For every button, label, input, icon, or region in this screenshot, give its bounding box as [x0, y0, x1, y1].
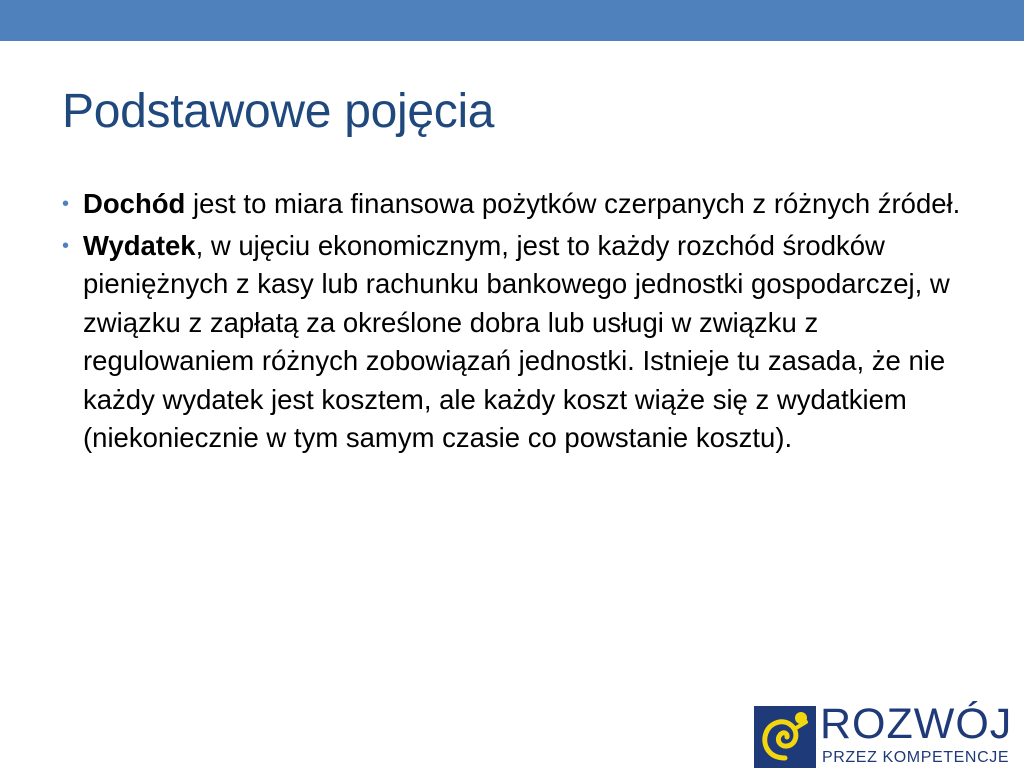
top-accent-bar [0, 0, 1024, 41]
logo-title: ROZWÓJ [820, 700, 1013, 748]
bullet-dot-icon: • [62, 193, 70, 215]
logo-subtitle: PRZEZ KOMPETENCJE [822, 749, 1010, 766]
term-wydatek: Wydatek [83, 229, 196, 261]
definition-wydatek: , w ujęciu ekonomicznym, jest to każdy rozchód środków pieniężnych z kasy lub rachunku bankowego jednostki gospodarczej, w związku z zapłatą za określone dobra lub usługi w związku z regulowaniem różnych zobowiązań jednostki. Istnieje tu zasada, że nie każdy wydatek jest kosztem, ale każdy koszt wiąże się z wydatkiem (niekoniecznie w tym samym czasie co powstanie kosztu). [83, 229, 950, 453]
slide-title: Podstawowe pojęcia [62, 85, 495, 138]
definition-dochod: jest to miara finansowa pożytków czerpanych z różnych źródeł. [185, 188, 961, 219]
term-dochod: Dochód [83, 188, 186, 219]
rozwoj-logo [754, 702, 1022, 768]
bullet-item-wydatek [62, 227, 962, 458]
bullet-list [62, 185, 962, 461]
spiral-figure-icon [754, 706, 816, 768]
bullet-dot-icon: • [62, 234, 70, 257]
bullet-item-dochod [62, 185, 962, 224]
